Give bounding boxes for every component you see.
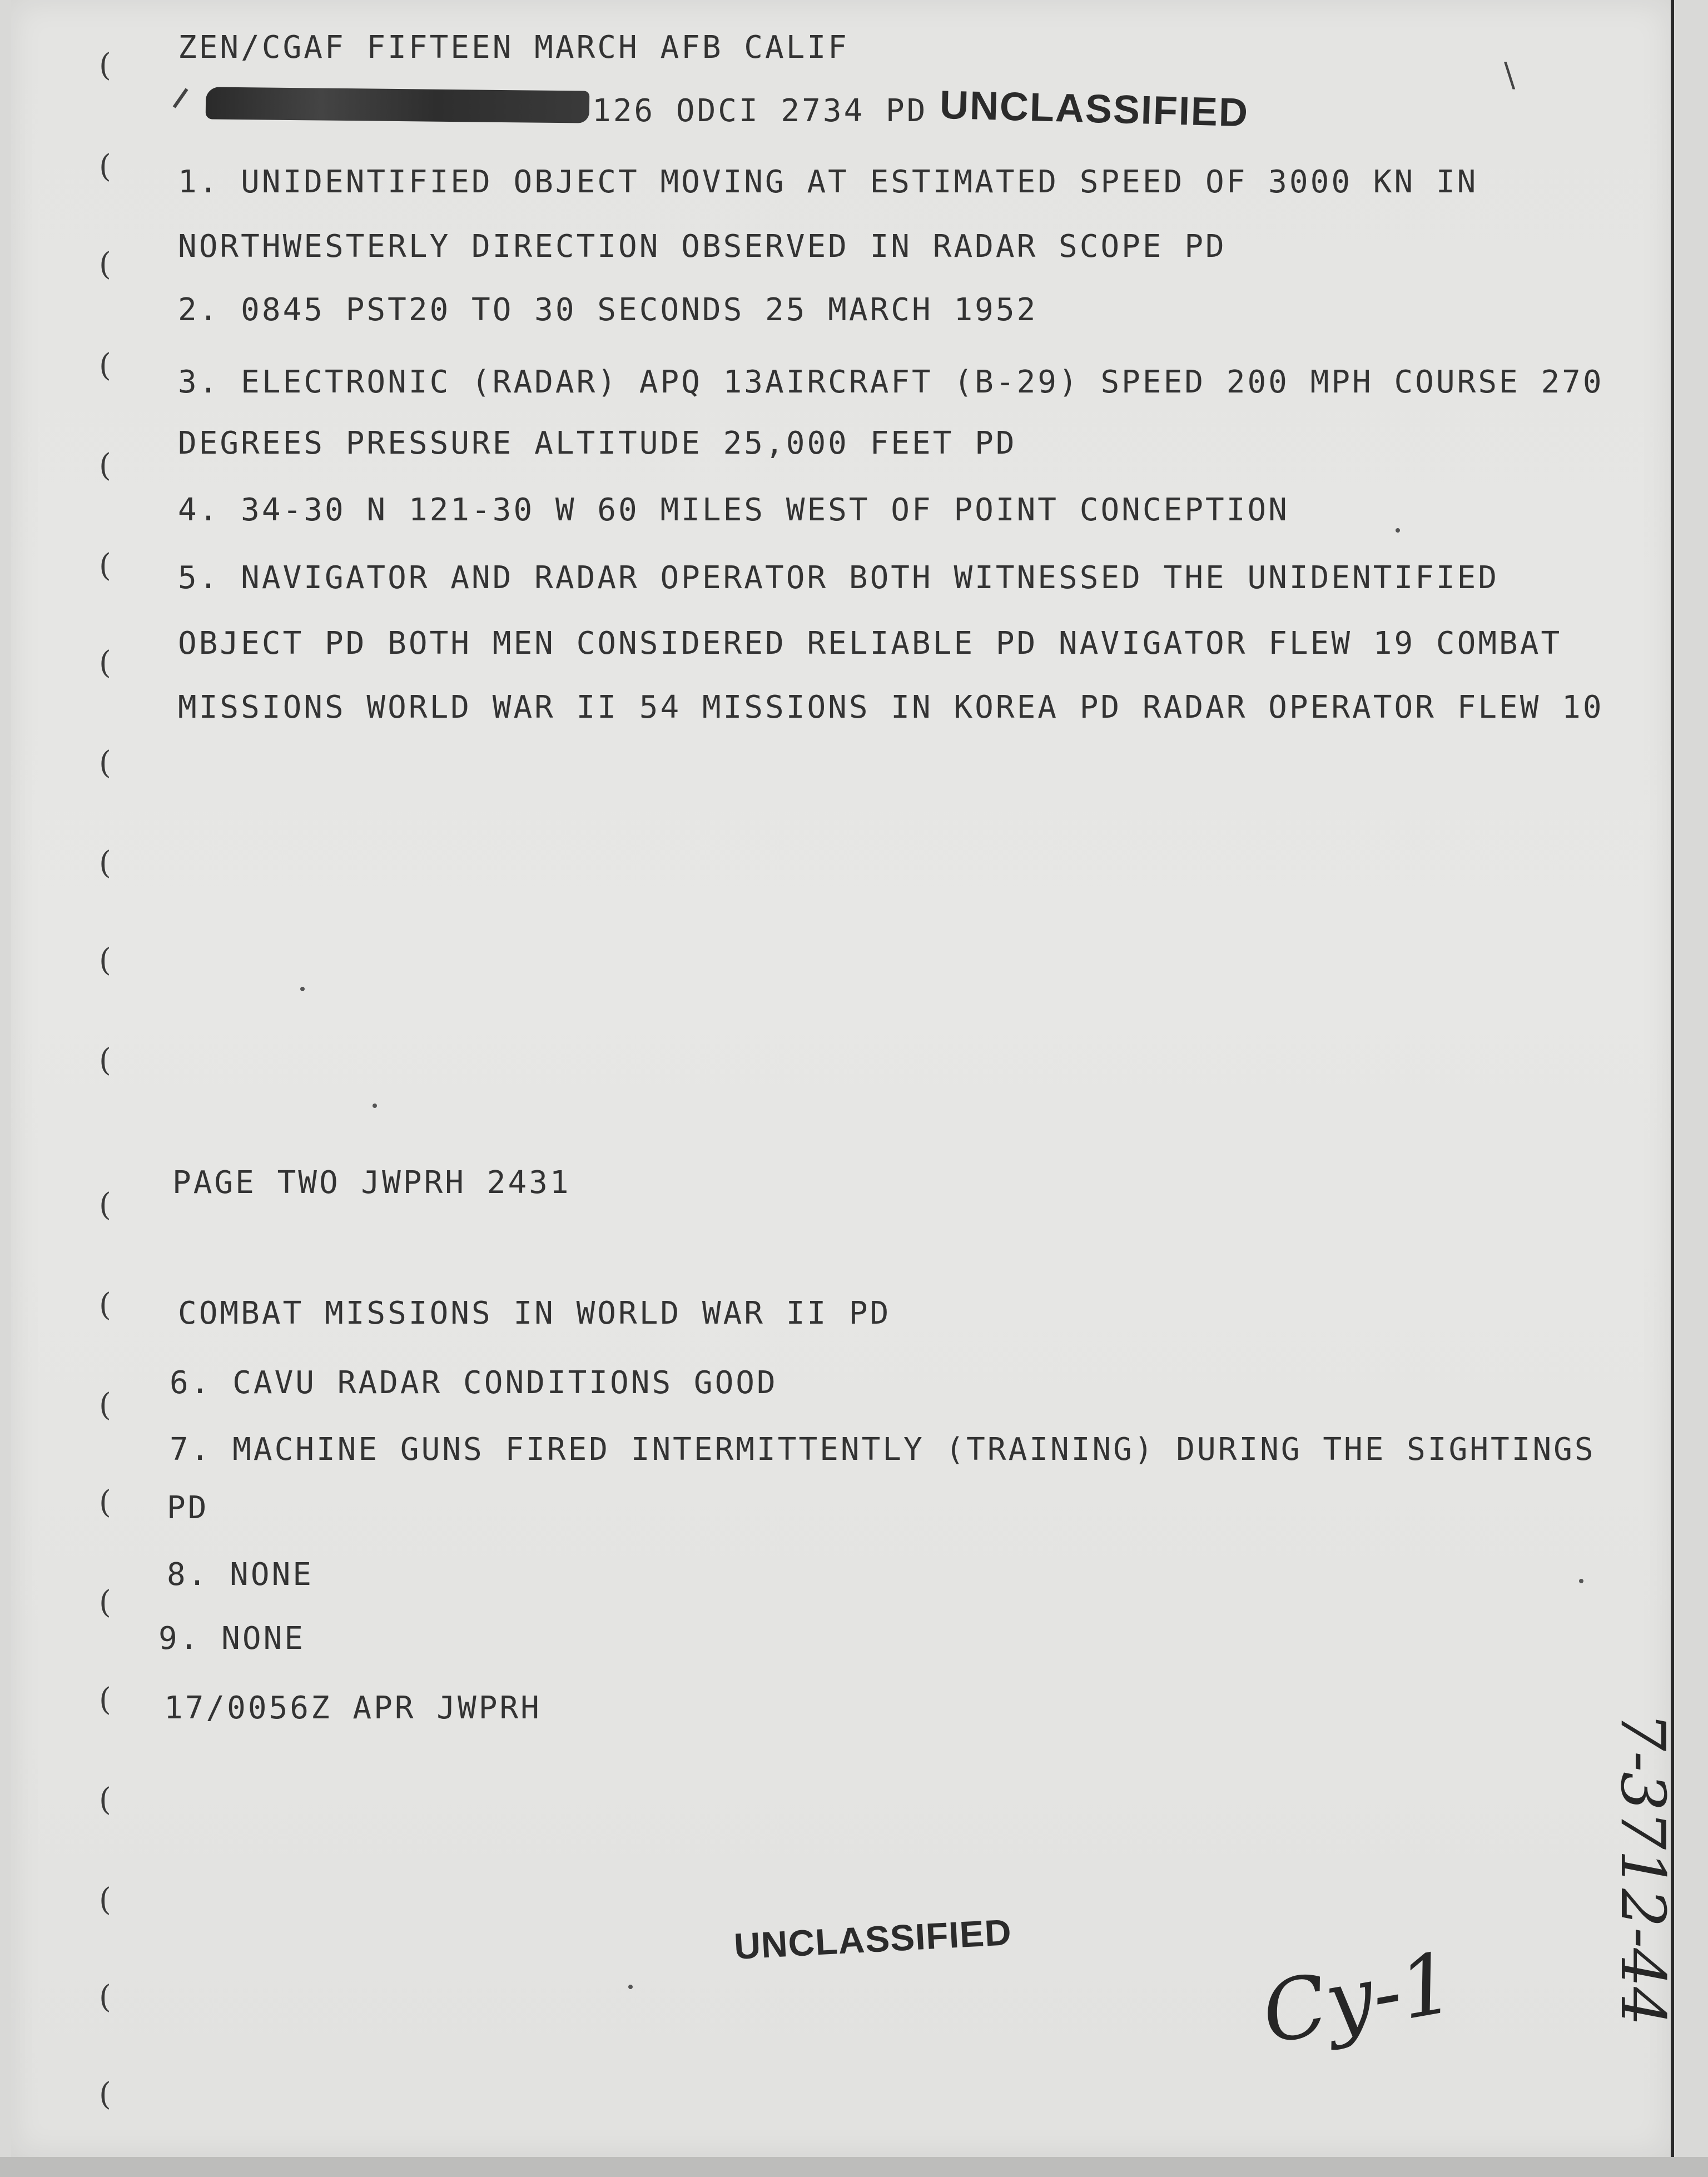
handwritten-copy-mark: Cy-1 — [1255, 1934, 1462, 2063]
body-line: 1. UNIDENTIFIED OBJECT MOVING AT ESTIMATED SPEED OF 3000 KN IN — [178, 164, 1478, 200]
speck — [1396, 528, 1400, 533]
body-line: 4. 34-30 N 121-30 W 60 MILES WEST OF POINT CONCEPTION — [178, 492, 1289, 528]
classification-stamp-bottom: UNCLASSIFIED — [733, 1911, 1013, 1967]
punch-hole-mark: ( — [99, 1484, 111, 1520]
message-reference: 126 ODCI 2734 PD — [592, 93, 928, 129]
punch-hole-mark: ( — [99, 246, 111, 282]
punch-hole-mark: ( — [99, 1882, 111, 1918]
body-line: PD — [167, 1490, 209, 1526]
punch-hole-mark: ( — [99, 148, 111, 185]
body-line: 3. ELECTRONIC (RADAR) APQ 13AIRCRAFT (B-29) SPEED 200 MPH COURSE 270 — [178, 364, 1604, 400]
handwritten-file-number: 7-3712-44 — [1607, 1712, 1679, 2026]
classification-stamp-top: UNCLASSIFIED — [939, 82, 1249, 136]
body-line: 9. NONE — [158, 1621, 306, 1657]
speck — [1579, 1579, 1583, 1583]
body-line: DEGREES PRESSURE ALTITUDE 25,000 FEET PD — [178, 425, 1017, 461]
punch-hole-mark: ( — [99, 745, 111, 781]
redaction-tick — [173, 88, 207, 121]
punch-hole-mark: ( — [99, 548, 111, 584]
punch-hole-mark: ( — [99, 1979, 111, 2015]
punch-hole-mark: ( — [99, 448, 111, 484]
punch-hole-mark: ( — [99, 1584, 111, 1621]
redaction-bar — [206, 87, 590, 123]
punch-hole-mark: ( — [99, 1682, 111, 1718]
body-line: 2. 0845 PST20 TO 30 SECONDS 25 MARCH 1952 — [178, 292, 1038, 328]
speck — [373, 1104, 377, 1108]
body-line: COMBAT MISSIONS IN WORLD WAR II PD — [178, 1295, 891, 1331]
punch-hole-mark: ( — [99, 1042, 111, 1078]
punch-hole-mark: ( — [99, 1187, 111, 1223]
scan-edge — [0, 2157, 1708, 2177]
body-line: NORTHWESTERLY DIRECTION OBSERVED IN RADAR SCOPE PD — [178, 228, 1227, 265]
speck — [628, 1985, 633, 1989]
speck — [300, 987, 305, 991]
body-line: 7. MACHINE GUNS FIRED INTERMITTENTLY (TRAINING) DURING THE SIGHTINGS — [170, 1432, 1596, 1468]
punch-hole-mark: ( — [99, 645, 111, 681]
body-line: 5. NAVIGATOR AND RADAR OPERATOR BOTH WITNESSED THE UNIDENTIFIED — [178, 560, 1500, 596]
body-line: OBJECT PD BOTH MEN CONSIDERED RELIABLE PD NAVIGATOR FLEW 19 COMBAT — [178, 625, 1562, 662]
header-line: ZEN/CGAF FIFTEEN MARCH AFB CALIF — [178, 29, 849, 66]
punch-hole-mark: ( — [99, 845, 111, 881]
punch-hole-mark: ( — [99, 1387, 111, 1423]
punch-hole-mark: ( — [99, 2076, 111, 2113]
punch-hole-mark: ( — [99, 942, 111, 978]
body-line: MISSIONS WORLD WAR II 54 MISSIONS IN KOREA PD RADAR OPERATOR FLEW 10 — [178, 689, 1604, 725]
punch-hole-mark: ( — [99, 47, 111, 83]
punch-hole-mark: ( — [99, 1287, 111, 1323]
document-page — [11, 0, 1679, 2157]
punch-hole-mark: ( — [99, 347, 111, 384]
page-two-header: PAGE TWO JWPRH 2431 — [172, 1165, 571, 1201]
body-line: 8. NONE — [167, 1557, 314, 1593]
body-line: 6. CAVU RADAR CONDITIONS GOOD — [170, 1365, 778, 1401]
punch-hole-mark: ( — [99, 1782, 111, 1818]
corner-mark: \ — [1504, 56, 1516, 95]
date-time-group: 17/0056Z APR JWPRH — [164, 1690, 542, 1726]
